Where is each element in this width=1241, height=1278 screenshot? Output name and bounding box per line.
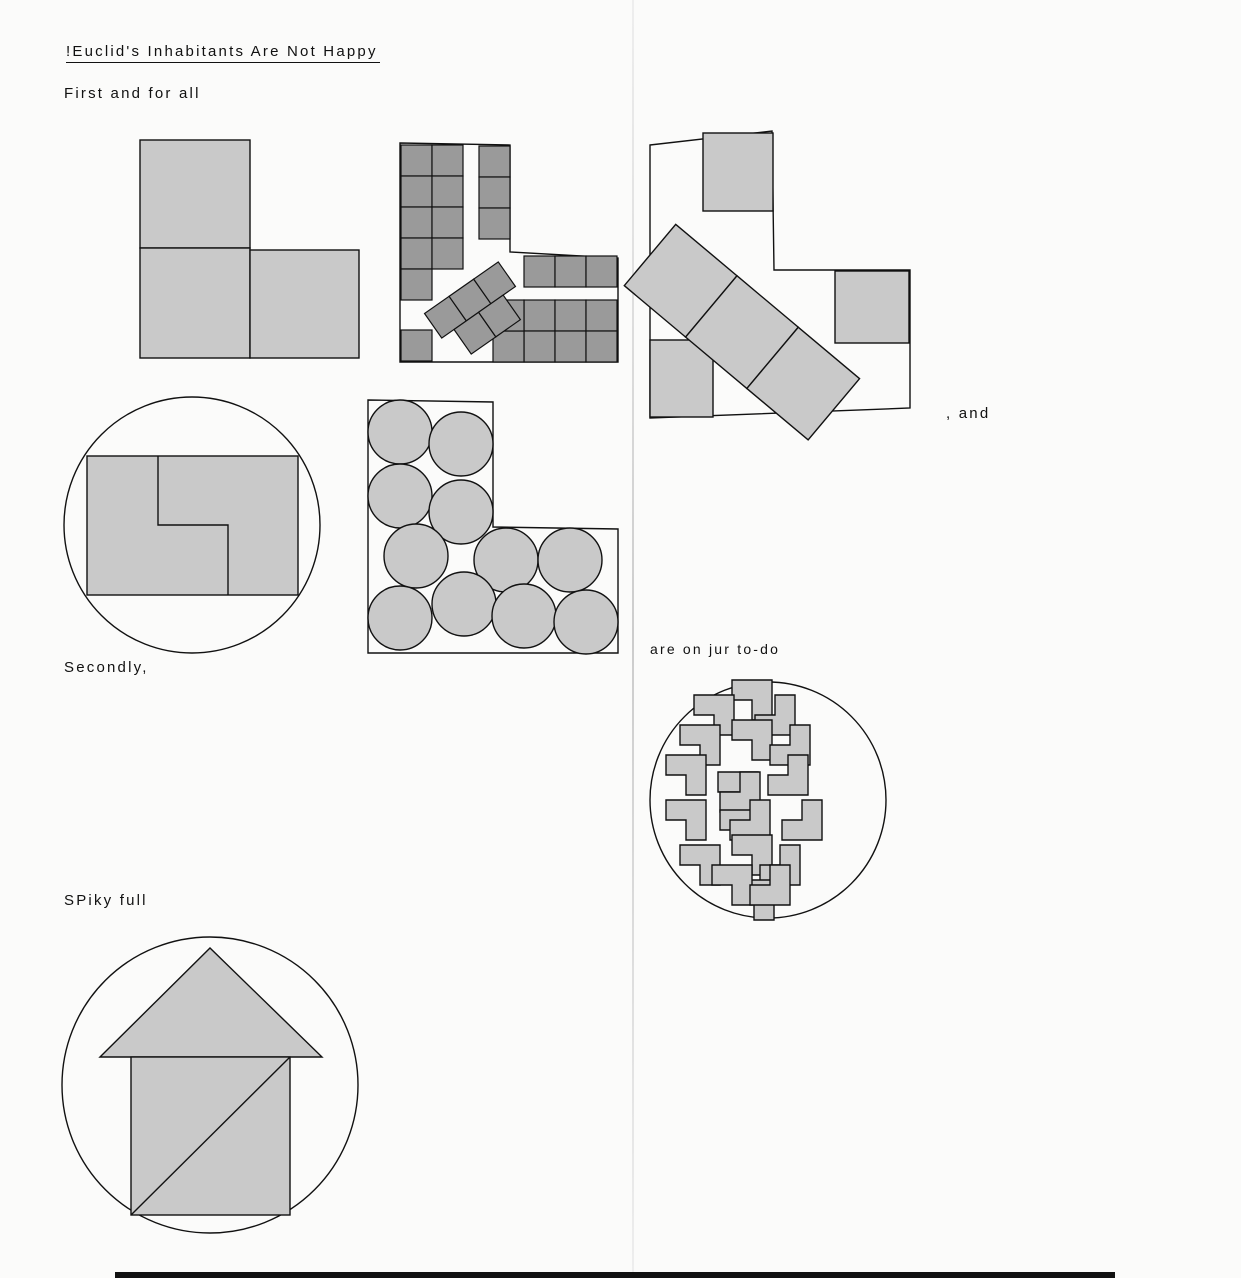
tromino-piece bbox=[732, 680, 772, 720]
figure-circle-rect bbox=[64, 397, 320, 653]
tromino-piece bbox=[782, 800, 822, 840]
circle-mark bbox=[492, 584, 556, 648]
text-spiky: SPiky full bbox=[64, 892, 148, 909]
page-title: !Euclid's Inhabitants Are Not Happy bbox=[66, 43, 380, 63]
circle-mark bbox=[429, 412, 493, 476]
circle-mark bbox=[432, 572, 496, 636]
tromino-piece bbox=[666, 800, 706, 840]
circle-mark bbox=[368, 464, 432, 528]
circle-mark bbox=[538, 528, 602, 592]
text-first: First and for all bbox=[64, 85, 201, 102]
tromino-piece bbox=[712, 865, 752, 905]
text-secondly: Secondly, bbox=[64, 659, 149, 676]
figure-skewed-l bbox=[624, 131, 910, 440]
figure-house bbox=[62, 937, 358, 1233]
circle-mark bbox=[368, 586, 432, 650]
figure-circles-l bbox=[368, 400, 618, 654]
figure-grid-l bbox=[400, 143, 618, 363]
circle-mark bbox=[368, 400, 432, 464]
tromino-piece bbox=[732, 720, 772, 760]
tromino-piece bbox=[666, 755, 706, 795]
text-todo: are on jur to-do bbox=[650, 641, 781, 657]
figure-l-squares bbox=[140, 140, 359, 358]
text-and: , and bbox=[946, 405, 991, 422]
circle-mark bbox=[554, 590, 618, 654]
circle-mark bbox=[384, 524, 448, 588]
figure-tromino-circle bbox=[650, 680, 886, 920]
